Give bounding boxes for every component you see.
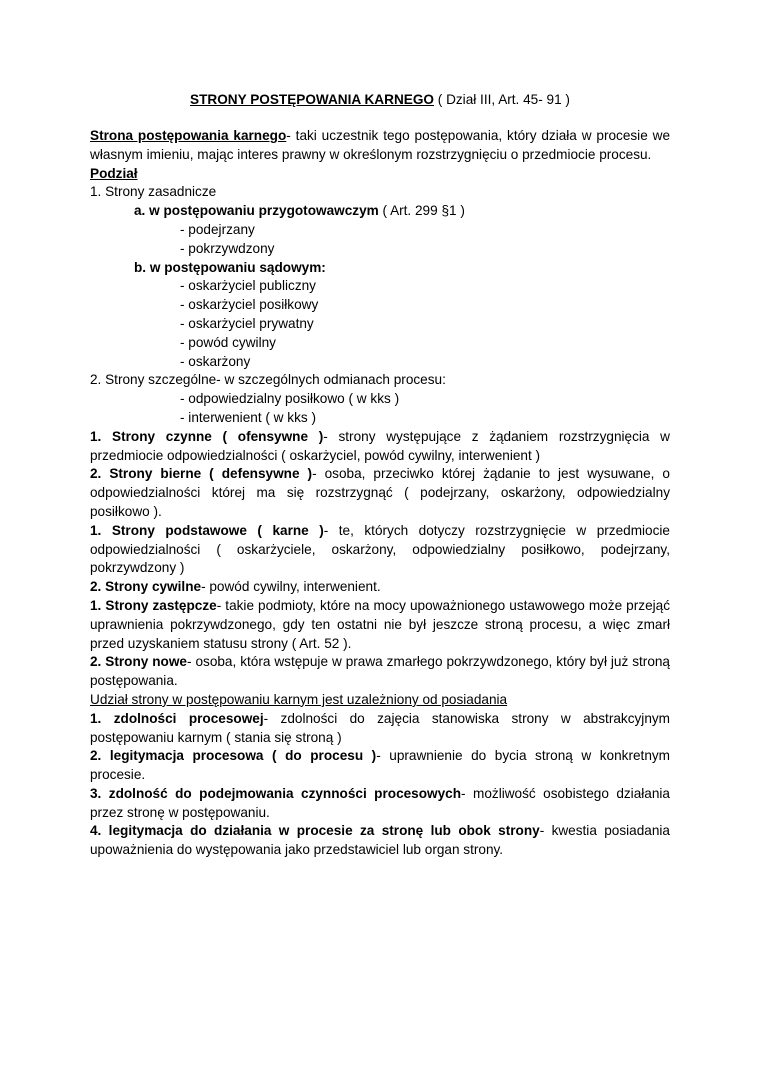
list-item: - powód cywilny — [180, 334, 276, 350]
type-term: 2. Strony cywilne — [90, 579, 202, 595]
type-paragraph — [90, 428, 670, 466]
definition-term: Strona postępowania karnego — [90, 128, 287, 143]
participation-text: - kwestia posiadania upoważnienia do występowania jako przedstawiciel lub organ strony. — [90, 823, 670, 858]
type-text: - osoba, przeciwko której żądanie to jest wysuwane, o odpowiedzialności której ma się rozstrzygnąć ( podejrzany, oskarżony, odpowiedzialny posiłkowo ). — [90, 466, 670, 519]
group1-b-label: b. w postępowaniu sądowym: — [134, 259, 326, 275]
definition-text: - taki uczestnik tego postępowania, który działa w procesie we własnym imieniu, mając interes prawny w określonym rozstrzygnięciu o przedmiocie procesu. — [90, 128, 670, 162]
group1-a-label: a. w postępowaniu przygotowawczym — [134, 203, 379, 219]
participation-term: 1. zdolności procesowej — [90, 710, 264, 726]
participation-term: 3. zdolność do podejmowania czynności procesowych — [90, 785, 462, 801]
page-title — [90, 90, 670, 109]
type-paragraph — [90, 597, 670, 653]
type-paragraph — [90, 653, 670, 691]
title-main: STRONY POSTĘPOWANIA KARNEGO — [190, 92, 434, 107]
list-item: - oskarżony — [180, 353, 251, 369]
participation-item — [90, 747, 670, 785]
type-paragraph — [90, 465, 670, 521]
title-suffix: ( Dział III, Art. 45- 91 ) — [433, 92, 570, 107]
group1-a — [90, 202, 670, 221]
participation-text: - zdolności do zajęcia stanowiska strony w abstrakcyjnym postępowaniu karnym ( stania się stroną ) — [90, 710, 670, 745]
participation-text: - uprawnienie do bycia stroną w konkretnym procesie. — [90, 748, 670, 783]
participation-item — [90, 710, 670, 748]
participation-term: 4. legitymacja do działania w procesie za stronę lub obok strony — [90, 823, 540, 839]
list-item: - oskarżyciel prywatny — [180, 315, 314, 331]
definition-paragraph — [90, 127, 670, 165]
type-text: - strony występujące z żądaniem rozstrzygnięcia w przedmiocie odpowiedzialności ( oskarżyciel, powód cywilny, interwenient ) — [90, 428, 670, 463]
participation-item — [90, 822, 670, 860]
list-item: - podejrzany — [180, 221, 255, 237]
list-item: - interwenient ( w kks ) — [180, 409, 316, 425]
division-heading: Podział — [90, 165, 138, 181]
document-page — [90, 90, 670, 860]
participation-text: - możliwość osobistego działania przez stronę w postępowaniu. — [90, 785, 670, 820]
list-item: - odpowiedzialny posiłkowo ( w kks ) — [180, 391, 400, 407]
type-term: 1. Strony podstawowe ( karne ) — [90, 522, 324, 538]
type-text: - powód cywilny, interwenient. — [201, 579, 381, 595]
list-item: - oskarżyciel publiczny — [180, 278, 316, 294]
list-item: - oskarżyciel posiłkowy — [180, 297, 319, 313]
type-term: 2. Strony bierne ( defensywne ) — [90, 466, 313, 482]
participation-heading: Udział strony w postępowaniu karnym jest uzależniony od posiadania — [90, 691, 508, 707]
group1-a-ref: ( Art. 299 §1 ) — [378, 203, 465, 219]
type-text: - takie podmioty, które na mocy upoważnionego ustawowego może przejąć uprawnienia pokrzywdzonego, gdy ten ostatni nie był jeszcze stroną procesu, a więc zmarł przed uzyskaniem statusu strony ( Art. 52 ). — [90, 597, 671, 651]
type-term: 1. Strony zastępcze — [90, 597, 217, 613]
type-paragraph — [90, 522, 670, 578]
type-term: 2. Strony nowe — [90, 654, 187, 670]
group2-label: 2. Strony szczególne- w szczególnych odmianach procesu: — [90, 372, 446, 388]
list-item: - pokrzywdzony — [180, 240, 275, 256]
type-text: - te, których dotyczy rozstrzygnięcie w przedmiocie odpowiedzialności ( oskarżyciele, oskarżony, odpowiedzialny posiłkowo, podejrzany, pokrzywdzony ) — [90, 522, 670, 576]
type-term: 1. Strony czynne ( ofensywne ) — [90, 428, 324, 444]
group1-label: 1. Strony zasadnicze — [90, 184, 217, 200]
type-text: - osoba, która wstępuje w prawa zmarłego pokrzywdzonego, który był już stroną postępowania. — [90, 654, 670, 689]
type-paragraph — [90, 578, 670, 597]
participation-term: 2. legitymacja procesowa ( do procesu ) — [90, 748, 377, 764]
participation-item — [90, 785, 670, 823]
